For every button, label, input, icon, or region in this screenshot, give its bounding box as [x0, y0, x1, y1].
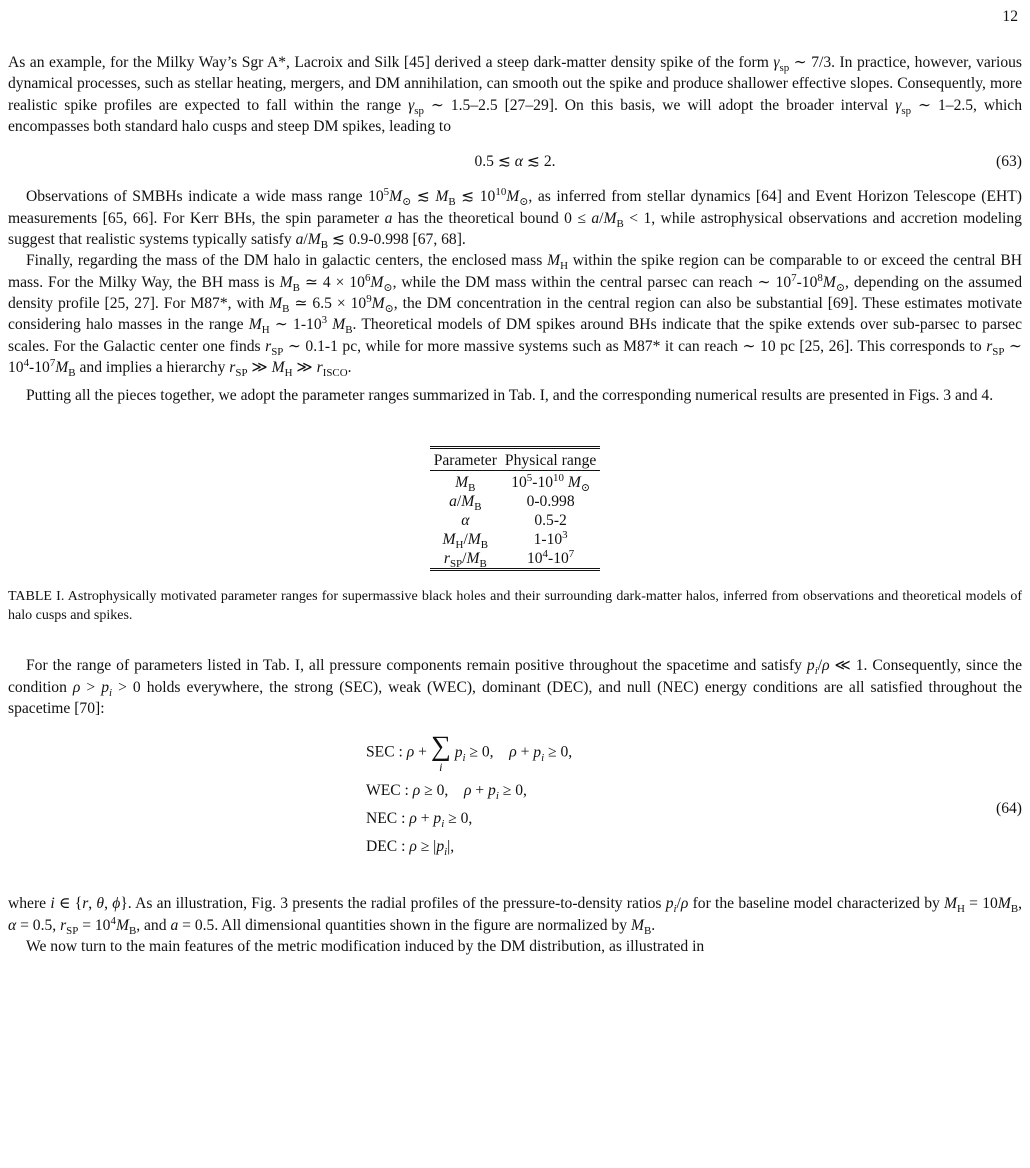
equation-64-sec: SEC : ρ + ∑ i $p_i \ge 0$, $\rho + p_i \ge 0$,	[366, 731, 573, 775]
table-cell: $M_B$	[455, 474, 476, 495]
table-header-range: Physical range	[501, 448, 600, 471]
equation-64-number: (64)	[996, 800, 1022, 818]
table-cell: $a/M_B$	[449, 493, 482, 514]
paragraph-dm-halo: Finally, regarding the mass of the DM halo in galactic centers, the enclosed mass $M_H$ within the spike region can be comparable to or exceed the central BH mass. For the Milky Way, the BH mass is $M_B$ ≃ $4 \times 10^6M_⊙$, while the DM mass within the central parsec can reach ∼ $10^7-10^8M_⊙$, depending on the assumed density profile [25, 27]. For M87*, with $M_B$ ≃ $6.5 \times 10^9M_⊙$, the DM concentration in the central region can also be substantial [69]. These estimates motivate considering halo masses in the range $M_H$ ∼ $1-10^3$ $M_B$. Theoretical models of DM spikes around BHs indicate that the spike extends over sub-parsec to parsec scales. For the Galactic center one finds $r_{SP}$ ∼ 0.1-1 pc, while for more massive systems such as M87* it can reach ∼ 10 pc [25, 26]. This corresponds to $r_{SP}$ ∼ $10^4-10^7M_B$ and implies a hierarchy $r_{SP}$ ≫ $M_H$ ≫ $r_{ISCO}$.	[8, 252, 1023, 379]
table-cell: α	[461, 512, 470, 530]
equation-63-number: (63)	[996, 153, 1022, 171]
paragraph-energy-conditions: For the range of parameters listed in Tab. I, all pressure components remain positive throughout the spacetime and satisfy $p_i/\rho$ ≪ 1. Consequently, since the condition $\rho > p_i > 0$ holds everywhere, the strong (SEC), weak (WEC), dominant (DEC), and null (NEC) energy conditions are all satisfied throughout the spacetime [70]:	[8, 657, 1022, 718]
paragraph-summary: Putting all the pieces together, we adopt the parameter ranges summarized in Tab. I, and the corresponding numerical results are presented in Figs. 3 and 4.	[26, 387, 994, 405]
table-header-parameter: Parameter	[430, 448, 501, 471]
equation-64-nec: NEC : $\rho + p_i \ge 0$,	[366, 810, 473, 831]
table-caption: TABLE I. Astrophysically motivated parameter ranges for supermassive black holes and their surrounding dark-matter halos, inferred from observations and theoretical models of halo cusps and spikes.	[8, 589, 1022, 624]
parameter-table	[430, 446, 601, 571]
equation-63	[8, 151, 1022, 172]
table-row	[430, 549, 601, 570]
equation-64-rows	[366, 733, 572, 861]
table-row	[430, 492, 601, 511]
page-body	[8, 52, 1022, 957]
table-cell: $10^4-10^7$	[526, 548, 575, 568]
table-container	[8, 446, 1022, 571]
paragraph-illustration: where i ∈ {r, θ, ϕ}. As an illustration, Fig. 3 presents the radial profiles of the pressure-to-density ratios $p_i/\rho$ for the baseline model characterized by $M_H = 10M_B$, α = 0.5, $r_{SP} = 10^4M_B$, and a = 0.5. All dimensional quantities shown in the figure are normalized by $M_B$.	[8, 895, 1022, 937]
paragraph-metric: We now turn to the main features of the metric modification induced by the DM distribution, as illustrated in	[26, 937, 705, 955]
page-number: 12	[1002, 8, 1018, 25]
table-cell: $M_H/M_B$	[442, 531, 489, 552]
table-row	[430, 471, 601, 493]
sum-symbol: ∑ i	[430, 731, 451, 775]
equation-64-dec: DEC : $\rho \ge |p_i|$,	[366, 838, 455, 859]
equation-64-wec: WEC : ρ ≥ 0, $\rho + p_i \ge 0$,	[366, 782, 527, 803]
table-row	[430, 511, 601, 530]
equation-64	[8, 733, 1022, 893]
table-row	[430, 530, 601, 549]
table-cell: $1-10^3$	[533, 529, 568, 549]
paragraph-sgr-a: As an example, for the Milky Way’s Sgr A*, Lacroix and Silk [45] derived a steep dark-matter density spike of the form $\gamma_{sp}$ ∼ 7/3. In practice, however, various dynamical processes, such as stellar heating, mergers, and DM annihilation, can smooth out the spike and produce shallower effective slopes. Consequently, more realistic spike profiles are expected to fall within the range $\gamma_{sp}$ ∼ 1.5–2.5 [27–29]. On this basis, we will adopt the broader interval $\gamma_{sp}$ ∼ 1–2.5, which encompasses both standard halo cusps and steep DM spikes, leading to	[8, 54, 1022, 135]
paragraph-smbh-mass: Observations of SMBHs indicate a wide mass range $10^5M_⊙$ ≲ $M_B$ ≲ $10^{10}M_⊙$, as inferred from stellar dynamics [64] and Event Horizon Telescope (EHT) measurements [65, 66]. For Kerr BHs, the spin parameter a has the theoretical bound $0 \le a/M_B < 1$, while astrophysical observations and accretion modeling suggest that realistic systems typically satisfy $a/M_B$ ≲ 0.9-0.998 [67, 68].	[8, 186, 1022, 252]
table-cell: $10^5-10^{10}$ $M_⊙$	[511, 472, 590, 495]
table-cell: $r_{SP}/M_B$	[443, 550, 487, 571]
equation-63-body: 0.5 ≲ α ≲ 2.	[474, 153, 556, 171]
table-cell: 0-0.998	[526, 493, 575, 511]
table-cell: 0.5-2	[534, 512, 567, 530]
